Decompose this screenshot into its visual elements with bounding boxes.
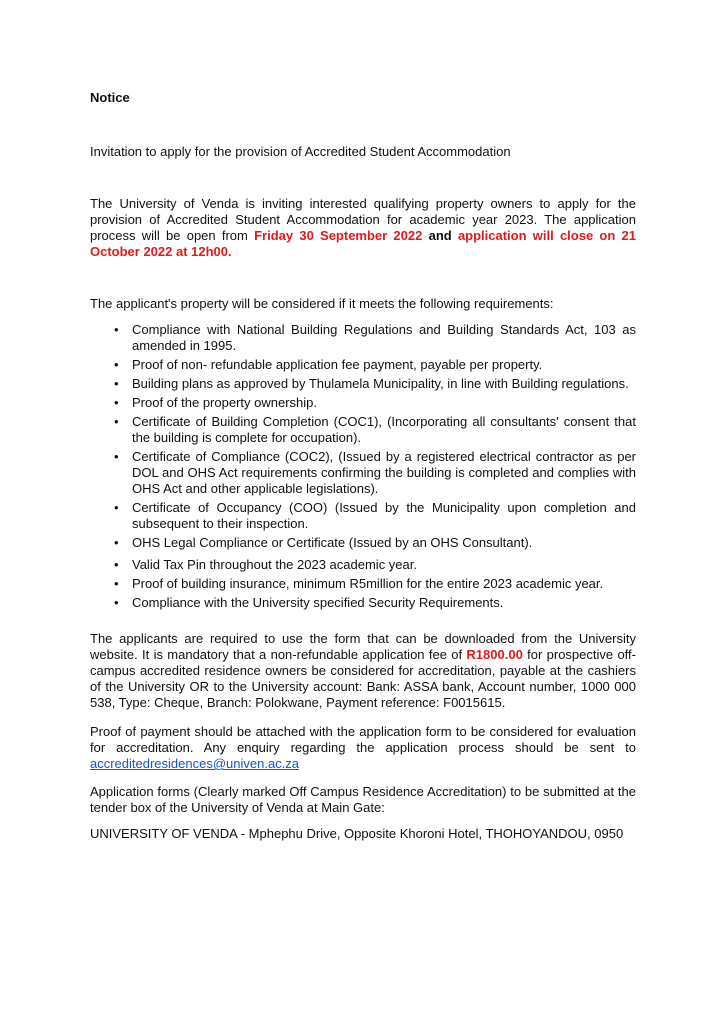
payment-details: for prospective off-campus accredited residence owners be considered for accreditation, payable at the cashiers of the University OR to the University account: Bank: ASSA bank, Account number, 1000 000 538, Type: Cheque, Branch: Polokwane, Payment reference: F0015615. bbox=[90, 647, 636, 710]
list-item: • Proof of non- refundable application fee payment, payable per property. bbox=[90, 357, 636, 373]
requirements-list-b bbox=[90, 557, 636, 614]
list-item: • Compliance with the University specified Security Requirements. bbox=[90, 595, 636, 611]
payment-paragraph bbox=[90, 631, 636, 711]
list-item: • Compliance with National Building Regulations and Building Standards Act, 103 as amended in 1995. bbox=[90, 322, 636, 354]
list-item: • Certificate of Occupancy (COO) (Issued by the Municipality upon completion and subsequent to their inspection. bbox=[90, 500, 636, 532]
submission-paragraph: Application forms (Clearly marked Off Campus Residence Accreditation) to be submitted at the tender box of the University of Venda at Main Gate: bbox=[90, 784, 636, 815]
payment-text: The applicants are required to use the form that can be downloaded from the University website. It is mandatory that a non-refundable application fee of bbox=[90, 631, 636, 662]
open-date: Friday 30 September 2022 bbox=[254, 228, 423, 243]
fee-amount: R1800.00 bbox=[466, 647, 523, 662]
list-item: • Certificate of Building Completion (COC1), (Incorporating all consultants' consent that the building is complete for occupation). bbox=[90, 414, 636, 446]
list-item: • Certificate of Compliance (COC2), (Issued by a registered electrical contractor as per DOL and OHS Act requirements confirming the building is completed and complies with OHS Act and other applicable legislations). bbox=[90, 449, 636, 497]
email-link[interactable]: accreditedresidences@univen.ac.za bbox=[90, 756, 300, 771]
notice-title: Notice bbox=[90, 90, 130, 105]
list-item: • Valid Tax Pin throughout the 2023 academic year. bbox=[90, 557, 636, 573]
intro-text: The University of Venda is inviting interested qualifying property owners to apply for the provision of Accredited Student Accommodation for academic year 2023. The application process will be open from bbox=[90, 196, 636, 243]
close-date: application will close on 21 October 2022 at 12h00. bbox=[90, 228, 636, 259]
requirements-list-a bbox=[90, 322, 636, 554]
requirements-lead: The applicant's property will be considered if it meets the following requirements: bbox=[90, 296, 554, 311]
proof-paragraph bbox=[90, 724, 636, 772]
list-item: • Proof of the property ownership. bbox=[90, 395, 636, 411]
notice-subtitle: Invitation to apply for the provision of Accredited Student Accommodation bbox=[90, 144, 511, 159]
address-line: UNIVERSITY OF VENDA - Mphephu Drive, Opposite Khoroni Hotel, THOHOYANDOU, 0950 bbox=[90, 826, 624, 841]
list-item: • Proof of building insurance, minimum R5million for the entire 2023 academic year. bbox=[90, 576, 636, 592]
intro-and: and bbox=[422, 228, 458, 243]
list-item: • Building plans as approved by Thulamela Municipality, in line with Building regulations. bbox=[90, 376, 636, 392]
proof-text: Proof of payment should be attached with the application form to be considered for evaluation for accreditation. Any enquiry regarding the application process should be sent to bbox=[90, 724, 636, 755]
intro-paragraph bbox=[90, 196, 636, 260]
list-item: • OHS Legal Compliance or Certificate (Issued by an OHS Consultant). bbox=[90, 535, 636, 551]
